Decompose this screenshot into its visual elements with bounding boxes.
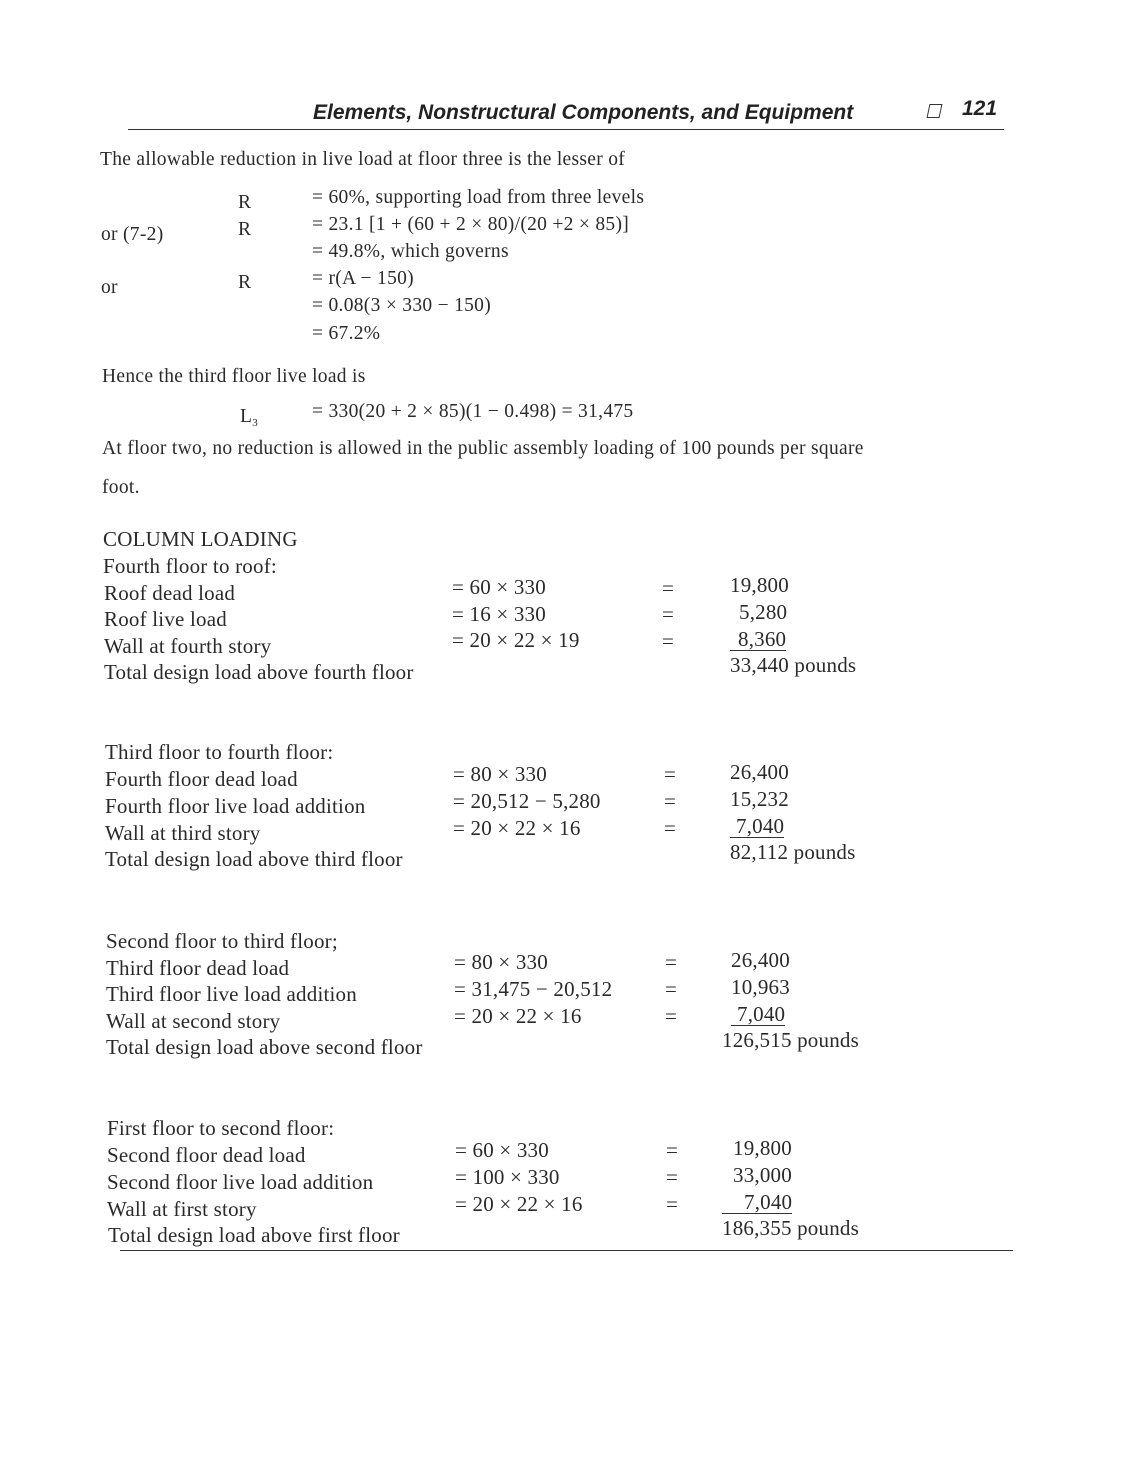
section-3-row-3-eq: = [665,1004,678,1028]
section-1-row-3-label: Wall at fourth story [104,634,272,658]
section-4-row-3-expr: = 20 × 22 × 16 [455,1192,583,1216]
section-3-row-3-expr: = 20 × 22 × 16 [454,1004,582,1028]
section-1-row-3-value: 8,360 [730,627,786,652]
section-2-row-2-label: Fourth floor live load addition [105,794,366,818]
reduction-row-4-prefix: or [101,277,118,298]
section-4-row-2-eq: = [666,1165,679,1189]
section-2-row-3-expr: = 20 × 22 × 16 [453,816,581,840]
section-4-row-1-value: 19,800 [733,1136,792,1160]
section-1-row-2-value: 5,280 [739,600,788,624]
page-number: 121 [962,97,998,120]
section-4-row-2-label: Second floor live load addition [107,1170,374,1194]
section-3-row-1-expr: = 80 × 330 [454,950,548,974]
section-1-total-value: 33,440 pounds [730,653,857,677]
section-3-heading: Second floor to third floor; [106,929,338,953]
section-2-row-2-value: 15,232 [730,787,789,811]
box-icon [928,104,941,123]
reduction-row-2-var: R [238,219,252,240]
section-2-row-3-value: 7,040 [730,814,784,839]
reduction-row-6-expr: = 67.2% [312,323,381,344]
section-2-row-1-value: 26,400 [730,760,789,784]
section-4-heading: First floor to second floor: [107,1116,335,1140]
section-1-row-1-expr: = 60 × 330 [452,575,546,599]
section-3-row-2-label: Third floor live load addition [106,982,357,1006]
section-2-total-value: 82,112 pounds [730,840,856,864]
section-4-row-2-value: 33,000 [733,1163,792,1187]
floor-two-note-line1: At floor two, no reduction is allowed in the public assembly loading of 100 pounds per square [102,438,864,459]
reduction-row-1-expr: = 60%, supporting load from three levels [312,187,645,208]
floor-two-note-line2: foot. [102,477,140,498]
column-loading-title: COLUMN LOADING [103,527,298,551]
reduction-intro: The allowable reduction in live load at floor three is the lesser of [100,149,626,170]
section-3-row-1-value: 26,400 [731,948,790,972]
live-load-expression: = 330(20 + 2 × 85)(1 − 0.498) = 31,475 [312,401,634,422]
live-load-intro: Hence the third floor live load is [102,366,366,387]
section-3-total-label: Total design load above second floor [106,1035,423,1059]
section-3-row-2-value: 10,963 [731,975,790,999]
section-3-row-1-label: Third floor dead load [106,956,290,980]
section-2-row-1-eq: = [664,762,677,786]
header-rule [128,129,1004,130]
section-4-row-3-label: Wall at first story [107,1197,257,1221]
section-1-total-label: Total design load above fourth floor [104,660,414,684]
section-1-row-3-expr: = 20 × 22 × 19 [452,628,580,652]
reduction-row-4-var: R [238,272,252,293]
section-4-row-2-expr: = 100 × 330 [455,1165,560,1189]
section-1-row-2-expr: = 16 × 330 [452,602,546,626]
section-3-row-3-label: Wall at second story [106,1009,281,1033]
section-4-row-1-eq: = [666,1138,679,1162]
section-3-row-1-eq: = [665,950,678,974]
section-2-total-label: Total design load above third floor [105,847,403,871]
section-1-row-1-eq: = [662,576,675,600]
reduction-row-4-expr: = r(A − 150) [312,268,414,289]
live-load-variable: $L_3$ [240,406,259,429]
section-2-heading: Third floor to fourth floor: [105,740,334,764]
section-4-row-1-label: Second floor dead load [107,1143,306,1167]
reduction-row-1-var: R [238,192,252,213]
section-2-row-2-expr: = 20,512 − 5,280 [453,789,601,813]
section-3-row-2-expr: = 31,475 − 20,512 [454,977,613,1001]
section-2-row-2-eq: = [664,789,677,813]
section-1-row-2-eq: = [662,602,675,626]
reduction-row-2-expr: = 23.1 [1 + (60 + 2 × 80)/(20 +2 × 85)] [312,214,630,235]
section-1-row-3-eq: = [662,629,675,653]
section-1-heading: Fourth floor to roof: [103,554,277,578]
section-4-row-3-eq: = [666,1192,679,1216]
section-1-row-1-label: Roof dead load [104,581,236,605]
section-3-total-value: 126,515 pounds [722,1028,859,1052]
reduction-row-3-expr: = 49.8%, which governs [312,241,509,262]
reduction-row-5-expr: = 0.08(3 × 330 − 150) [312,295,492,316]
section-3-row-3-value: 7,040 [731,1002,785,1027]
section-4-total-label: Total design load above first floor [108,1223,400,1247]
running-header-title: Elements, Nonstructural Components, and Equipment [313,101,854,124]
section-4-row-1-expr: = 60 × 330 [455,1138,549,1162]
section-2-row-3-eq: = [664,816,677,840]
footer-rule [120,1250,1013,1251]
section-2-row-1-expr: = 80 × 330 [453,762,547,786]
section-2-row-1-label: Fourth floor dead load [105,767,298,791]
section-1-row-2-label: Roof live load [104,607,227,631]
section-4-total-value: 186,355 pounds [722,1216,859,1240]
section-3-row-2-eq: = [665,977,678,1001]
section-4-row-3-value: 7,040 [722,1190,792,1215]
reduction-row-2-prefix: or (7-2) [101,224,164,245]
section-2-row-3-label: Wall at third story [105,821,261,845]
section-1-row-1-value: 19,800 [730,573,789,597]
